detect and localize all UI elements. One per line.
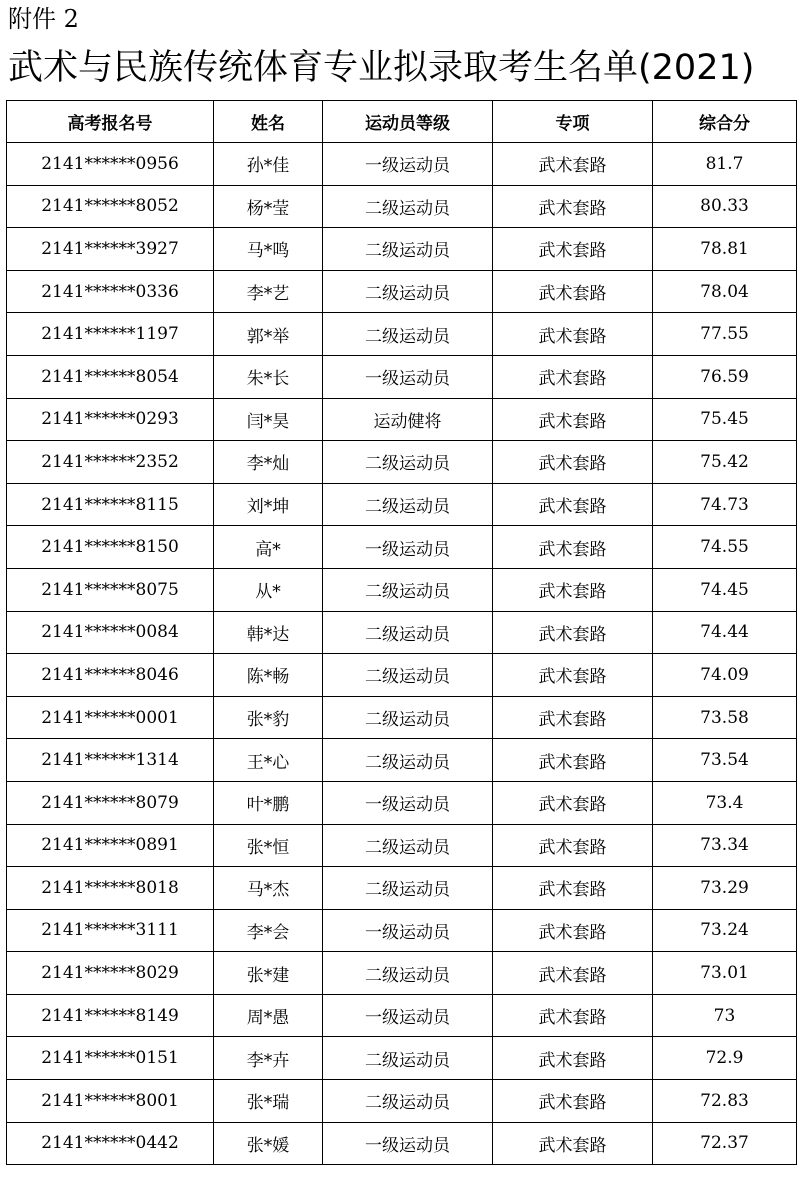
cell-specialty: 武术套路 [493,909,653,952]
cell-specialty: 武术套路 [493,568,653,611]
cell-athlete-level: 一级运动员 [323,909,493,952]
cell-athlete-level: 一级运动员 [323,1122,493,1165]
cell-athlete-level: 二级运动员 [323,696,493,739]
header-name: 姓名 [214,101,323,143]
cell-name: 朱*长 [214,355,323,398]
table-row [7,313,797,356]
cell-specialty: 武术套路 [493,228,653,271]
cell-exam-number: 2141******8115 [7,483,214,526]
cell-exam-number: 2141******8046 [7,654,214,697]
header-total-score: 综合分 [653,101,797,143]
cell-name: 马*杰 [214,867,323,910]
cell-athlete-level: 二级运动员 [323,568,493,611]
cell-specialty: 武术套路 [493,611,653,654]
cell-athlete-level: 二级运动员 [323,483,493,526]
cell-name: 陈*畅 [214,654,323,697]
cell-name: 从* [214,568,323,611]
cell-exam-number: 2141******3111 [7,909,214,952]
cell-specialty: 武术套路 [493,483,653,526]
cell-total-score: 74.09 [653,654,797,697]
cell-athlete-level: 二级运动员 [323,270,493,313]
cell-specialty: 武术套路 [493,781,653,824]
cell-name: 张*瑞 [214,1080,323,1123]
table-row [7,441,797,484]
table-row [7,952,797,995]
table-header-row [7,101,797,143]
cell-total-score: 73 [653,994,797,1037]
cell-total-score: 78.81 [653,228,797,271]
cell-exam-number: 2141******8029 [7,952,214,995]
table-row [7,654,797,697]
cell-exam-number: 2141******8150 [7,526,214,569]
cell-total-score: 76.59 [653,355,797,398]
cell-athlete-level: 二级运动员 [323,1080,493,1123]
table-row [7,611,797,654]
cell-total-score: 74.55 [653,526,797,569]
cell-total-score: 77.55 [653,313,797,356]
cell-athlete-level: 二级运动员 [323,824,493,867]
cell-exam-number: 2141******8149 [7,994,214,1037]
cell-total-score: 81.7 [653,143,797,186]
cell-name: 韩*达 [214,611,323,654]
table-row [7,185,797,228]
cell-name: 周*愚 [214,994,323,1037]
table-row [7,1037,797,1080]
cell-total-score: 73.58 [653,696,797,739]
cell-total-score: 74.73 [653,483,797,526]
table-row [7,696,797,739]
cell-specialty: 武术套路 [493,1080,653,1123]
cell-total-score: 73.54 [653,739,797,782]
cell-specialty: 武术套路 [493,398,653,441]
cell-total-score: 73.29 [653,867,797,910]
cell-total-score: 74.45 [653,568,797,611]
cell-name: 李*艺 [214,270,323,313]
cell-name: 李*灿 [214,441,323,484]
cell-total-score: 78.04 [653,270,797,313]
cell-specialty: 武术套路 [493,441,653,484]
cell-name: 闫*昊 [214,398,323,441]
cell-exam-number: 2141******3927 [7,228,214,271]
table-row [7,398,797,441]
cell-athlete-level: 运动健将 [323,398,493,441]
cell-exam-number: 2141******8052 [7,185,214,228]
cell-specialty: 武术套路 [493,313,653,356]
admission-table [6,100,797,1165]
cell-exam-number: 2141******0891 [7,824,214,867]
cell-total-score: 80.33 [653,185,797,228]
cell-name: 马*鸣 [214,228,323,271]
cell-athlete-level: 二级运动员 [323,228,493,271]
cell-name: 张*建 [214,952,323,995]
cell-athlete-level: 一级运动员 [323,781,493,824]
cell-athlete-level: 二级运动员 [323,952,493,995]
cell-name: 李*卉 [214,1037,323,1080]
cell-specialty: 武术套路 [493,185,653,228]
cell-total-score: 73.01 [653,952,797,995]
cell-name: 张*豹 [214,696,323,739]
table-row [7,1122,797,1165]
cell-specialty: 武术套路 [493,824,653,867]
table-row [7,739,797,782]
cell-specialty: 武术套路 [493,1037,653,1080]
cell-total-score: 73.34 [653,824,797,867]
cell-exam-number: 2141******8018 [7,867,214,910]
cell-exam-number: 2141******1314 [7,739,214,782]
cell-name: 叶*鹏 [214,781,323,824]
cell-name: 郭*举 [214,313,323,356]
header-athlete-level: 运动员等级 [323,101,493,143]
cell-athlete-level: 二级运动员 [323,867,493,910]
table-row [7,355,797,398]
cell-specialty: 武术套路 [493,143,653,186]
cell-exam-number: 2141******1197 [7,313,214,356]
cell-athlete-level: 二级运动员 [323,313,493,356]
cell-specialty: 武术套路 [493,1122,653,1165]
cell-athlete-level: 一级运动员 [323,994,493,1037]
cell-specialty: 武术套路 [493,526,653,569]
cell-specialty: 武术套路 [493,994,653,1037]
cell-specialty: 武术套路 [493,952,653,995]
cell-total-score: 72.83 [653,1080,797,1123]
table-row [7,994,797,1037]
cell-name: 孙*佳 [214,143,323,186]
table-row [7,867,797,910]
cell-athlete-level: 二级运动员 [323,441,493,484]
cell-specialty: 武术套路 [493,696,653,739]
cell-exam-number: 2141******8054 [7,355,214,398]
table-body [7,143,797,1165]
cell-name: 刘*坤 [214,483,323,526]
cell-name: 王*心 [214,739,323,782]
attachment-label: 附件 2 [8,5,79,33]
cell-athlete-level: 二级运动员 [323,654,493,697]
cell-name: 张*媛 [214,1122,323,1165]
cell-athlete-level: 二级运动员 [323,185,493,228]
cell-exam-number: 2141******0293 [7,398,214,441]
cell-specialty: 武术套路 [493,270,653,313]
cell-exam-number: 2141******8075 [7,568,214,611]
table-row [7,228,797,271]
cell-name: 杨*莹 [214,185,323,228]
cell-specialty: 武术套路 [493,654,653,697]
table-row [7,568,797,611]
cell-name: 张*恒 [214,824,323,867]
table-row [7,1080,797,1123]
cell-name: 李*会 [214,909,323,952]
cell-athlete-level: 一级运动员 [323,143,493,186]
cell-exam-number: 2141******8079 [7,781,214,824]
cell-name: 高* [214,526,323,569]
cell-athlete-level: 一级运动员 [323,526,493,569]
cell-exam-number: 2141******0151 [7,1037,214,1080]
cell-athlete-level: 二级运动员 [323,1037,493,1080]
table-row [7,824,797,867]
cell-specialty: 武术套路 [493,867,653,910]
cell-specialty: 武术套路 [493,739,653,782]
cell-total-score: 73.24 [653,909,797,952]
cell-exam-number: 2141******8001 [7,1080,214,1123]
header-specialty: 专项 [493,101,653,143]
cell-exam-number: 2141******0001 [7,696,214,739]
page-title: 武术与民族传统体育专业拟录取考生名单(2021) [8,48,755,88]
table-row [7,526,797,569]
cell-exam-number: 2141******0442 [7,1122,214,1165]
table-row [7,483,797,526]
cell-athlete-level: 一级运动员 [323,355,493,398]
header-exam-number: 高考报名号 [7,101,214,143]
cell-total-score: 73.4 [653,781,797,824]
cell-athlete-level: 二级运动员 [323,611,493,654]
table-row [7,143,797,186]
cell-total-score: 74.44 [653,611,797,654]
cell-exam-number: 2141******0956 [7,143,214,186]
table-row [7,781,797,824]
cell-exam-number: 2141******2352 [7,441,214,484]
table-row [7,909,797,952]
table-row [7,270,797,313]
cell-exam-number: 2141******0336 [7,270,214,313]
cell-total-score: 72.37 [653,1122,797,1165]
cell-exam-number: 2141******0084 [7,611,214,654]
cell-athlete-level: 二级运动员 [323,739,493,782]
cell-specialty: 武术套路 [493,355,653,398]
cell-total-score: 75.42 [653,441,797,484]
cell-total-score: 72.9 [653,1037,797,1080]
cell-total-score: 75.45 [653,398,797,441]
